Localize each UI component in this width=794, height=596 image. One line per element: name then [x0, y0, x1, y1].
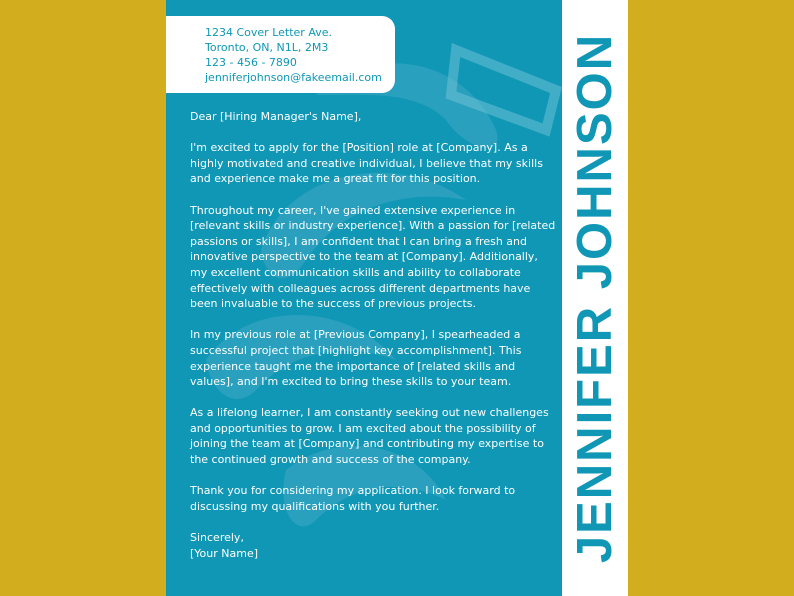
letter-greeting: Dear [Hiring Manager's Name], — [190, 110, 362, 123]
letter-paragraph: Thank you for considering my application. I look forward to discussing my qualifications with you further. — [190, 484, 516, 513]
letter-signature: [Your Name] — [190, 546, 259, 560]
contact-info — [205, 25, 382, 85]
letter-closing: Sincerely, — [190, 531, 244, 545]
contact-phone: 123 - 456 - 7890 — [205, 56, 297, 69]
letter-paragraph: In my previous role at [Previous Company], I spearheaded a successful project that [highlight key accomplishment]. This experience taught me the importance of [related skills and values], and I'm excited to bring these skills to your team. — [190, 328, 522, 389]
applicant-name: JENNIFER JOHNSON — [568, 32, 622, 564]
letter-paragraph: Throughout my career, I've gained extensive experience in [relevant skills or industry experience]. With a passion for [related passions or skills], I am confident that I can bring a fresh and innovative perspective to the team at [Company]. Additionally, my excellent communication skills and ability to collaborate effectively with colleagues across different departments have been invaluable to the success of previous projects. — [190, 203, 556, 311]
name-sidebar — [562, 0, 628, 596]
letter-body — [190, 109, 556, 561]
contact-email: jenniferjohnson@fakeemail.com — [205, 71, 382, 84]
contact-card — [166, 16, 395, 93]
letter-paragraph: I'm excited to apply for the [Position] role at [Company]. As a highly motivated and creative individual, I believe that my skills and experience make me a great fit for this position. — [190, 141, 543, 186]
contact-street: 1234 Cover Letter Ave. — [205, 26, 332, 39]
contact-city: Toronto, ON, N1L, 2M3 — [205, 41, 329, 54]
letter-paragraph: As a lifelong learner, I am constantly seeking out new challenges and opportunities to grow. I am excited about the possibility of joining the team at [Company] and contributing my expertise to the continued growth and success of the company. — [190, 406, 549, 467]
letter-panel — [166, 0, 562, 596]
